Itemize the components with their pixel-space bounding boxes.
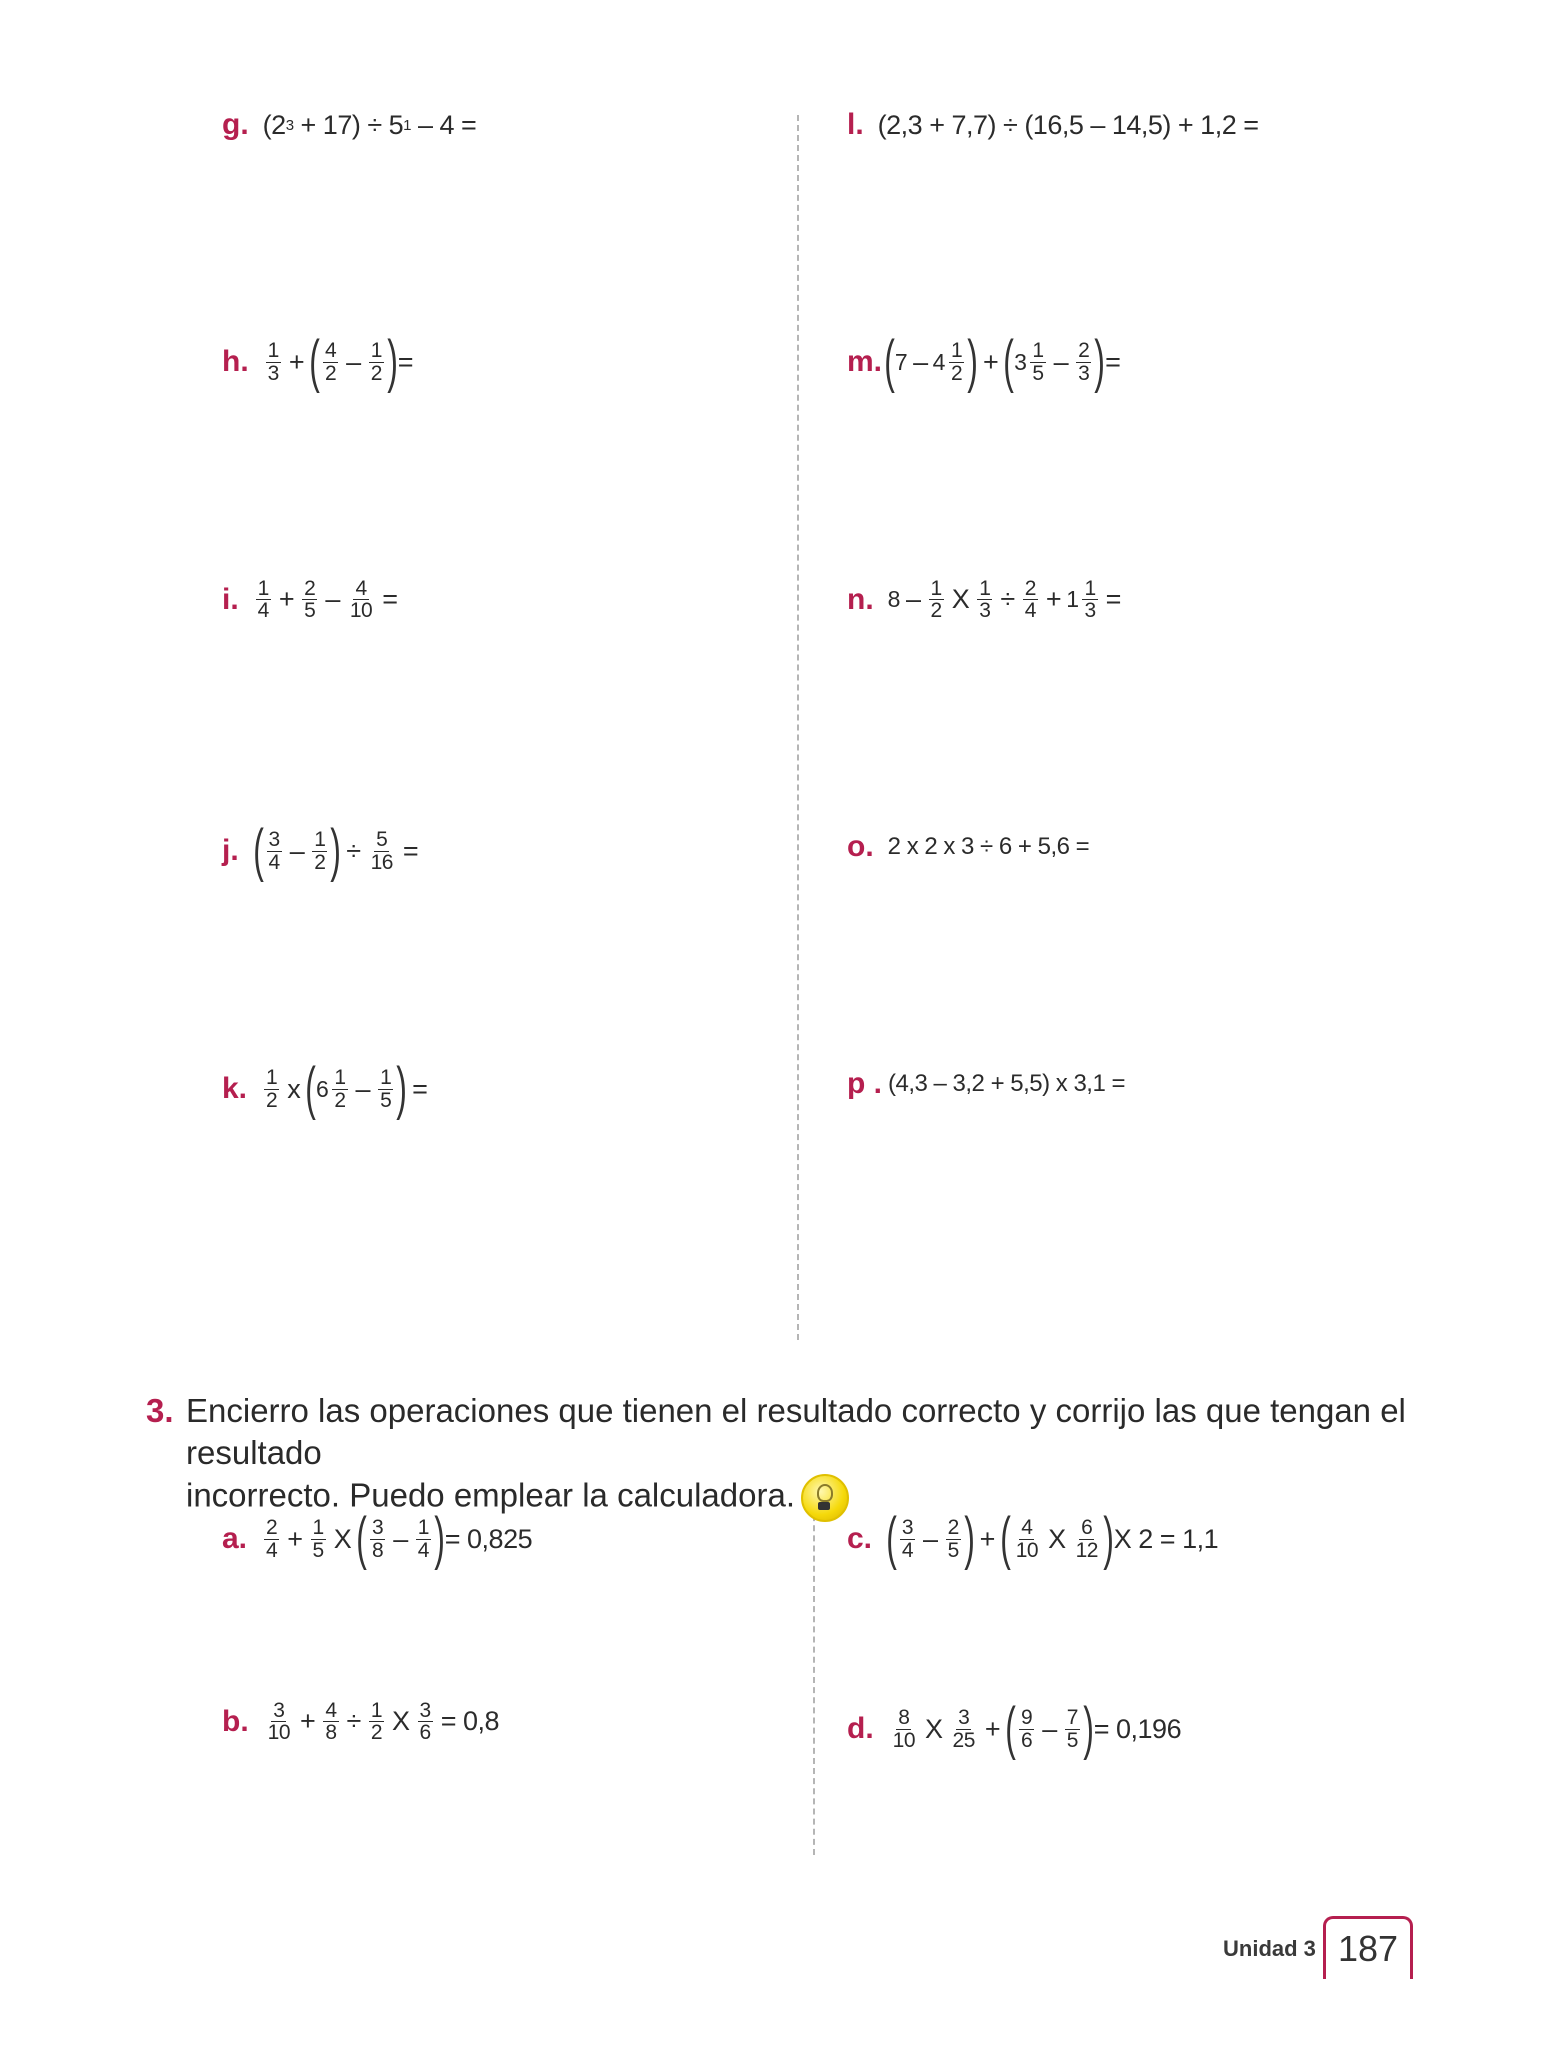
fraction: $\frac{4}{10}$ bbox=[349, 577, 373, 623]
fraction: $\frac{1}{2}$ bbox=[370, 339, 382, 385]
expression: $\frac{3}{10}$ + $\frac{4}{8}$ ÷ $\frac{1}{2}$ X $\frac{3}{6}$ = 0,8 bbox=[267, 1699, 500, 1745]
fraction: $\frac{7}{5}$ bbox=[1066, 1706, 1078, 1752]
exercise-h bbox=[222, 329, 413, 394]
fraction: $\frac{3}{4}$ bbox=[268, 828, 280, 874]
expression: ( $\frac{3}{4}$ – $\frac{2}{5}$ ) + ( $\frac{4}{10}$ X $\frac{6}{12}$ ) X 2 = 1,1 bbox=[886, 1506, 1219, 1571]
fraction: $\frac{4}{10}$ bbox=[1015, 1516, 1039, 1562]
section-3-instruction bbox=[146, 1390, 1426, 1522]
exercise-label: h. bbox=[222, 345, 249, 378]
left-bracket: ( bbox=[356, 1506, 367, 1571]
right-bracket: ) bbox=[1103, 1506, 1114, 1571]
left-bracket: ( bbox=[1003, 329, 1014, 394]
right-bracket: ) bbox=[967, 329, 978, 394]
fraction: $\frac{1}{2}$ bbox=[314, 828, 326, 874]
right-bracket: ) bbox=[964, 1506, 975, 1571]
left-bracket: ( bbox=[1005, 1696, 1016, 1761]
section-number: 3. bbox=[146, 1392, 174, 1429]
fraction: $\frac{1}{3}$ bbox=[1084, 577, 1096, 623]
fraction: $\frac{2}{4}$ bbox=[1024, 577, 1036, 623]
exercise-o bbox=[847, 830, 1089, 864]
exercise-label: n. bbox=[847, 582, 874, 616]
instruction-line-1: Encierro las operaciones que tienen el resultado correcto y corrijo las que tengan el resultado bbox=[186, 1392, 1406, 1471]
exercise-label: d. bbox=[847, 1712, 874, 1745]
expression: 2 x 2 x 3 ÷ 6 + 5,6 = bbox=[887, 833, 1090, 860]
exercise-label: b. bbox=[222, 1704, 249, 1738]
exercise-k bbox=[222, 1056, 432, 1121]
expression: (4,3 – 3,2 + 5,5) x 3,1 = bbox=[888, 1070, 1125, 1097]
left-bracket: ( bbox=[886, 1506, 897, 1571]
exercise-label: m. bbox=[847, 345, 883, 378]
exercise-label: i. bbox=[222, 582, 239, 616]
fraction: $\frac{9}{6}$ bbox=[1021, 1706, 1033, 1752]
column-divider-bottom bbox=[813, 1505, 815, 1855]
exercise-label: j. bbox=[222, 834, 239, 867]
left-bracket: ( bbox=[252, 818, 264, 883]
fraction: $\frac{1}{5}$ bbox=[312, 1516, 324, 1562]
expression: (2 3 + 17) ÷ 5 1 – 4 = bbox=[262, 109, 477, 140]
fraction: $\frac{8}{10}$ bbox=[892, 1706, 916, 1752]
expression: ( $\frac{3}{4}$ – $\frac{1}{2}$ ) ÷ $\frac{5}{16}$ = bbox=[252, 818, 419, 883]
exercise-p bbox=[847, 1067, 1125, 1101]
expression: (2,3 + 7,7) ÷ (16,5 – 14,5) + 1,2 = bbox=[877, 109, 1259, 140]
fraction: $\frac{2}{5}$ bbox=[304, 577, 316, 623]
exercise-3d bbox=[847, 1696, 1182, 1761]
left-bracket: ( bbox=[305, 1056, 316, 1121]
right-bracket: ) bbox=[434, 1506, 445, 1571]
right-bracket: ) bbox=[330, 818, 341, 883]
fraction: $\frac{2}{4}$ bbox=[266, 1516, 278, 1562]
exercise-label: c. bbox=[847, 1522, 873, 1555]
unit-label: Unidad 3 bbox=[1223, 1936, 1316, 1961]
fraction: $\frac{5}{16}$ bbox=[370, 828, 393, 874]
fraction: $\frac{1}{2}$ bbox=[950, 339, 963, 385]
expression: $\frac{8}{10}$ X $\frac{3}{25}$ + ( $\frac{9}{6}$ – $\frac{7}{5}$ ) = 0,196 bbox=[892, 1696, 1182, 1761]
fraction: $\frac{3}{8}$ bbox=[372, 1516, 384, 1562]
fraction: $\frac{3}{6}$ bbox=[419, 1699, 431, 1745]
fraction: $\frac{1}{2}$ bbox=[334, 1066, 346, 1112]
expression: $\frac{1}{2}$ x ( 6 $\frac{1}{2}$ – $\frac{1}{5}$ ) = bbox=[266, 1056, 428, 1121]
fraction: $\frac{2}{5}$ bbox=[947, 1516, 959, 1562]
exercise-label: a. bbox=[222, 1522, 248, 1555]
fraction: $\frac{4}{8}$ bbox=[325, 1699, 337, 1745]
exercise-n bbox=[847, 578, 1126, 622]
fraction: $\frac{2}{3}$ bbox=[1078, 339, 1090, 385]
fraction: $\frac{1}{3}$ bbox=[979, 577, 991, 623]
exercise-label: p . bbox=[847, 1067, 882, 1100]
fraction: $\frac{1}{5}$ bbox=[1032, 339, 1044, 385]
expression: $\frac{1}{3}$ + ( $\frac{4}{2}$ – $\frac{1}{2}$ ) = bbox=[267, 329, 413, 394]
exercise-g bbox=[222, 108, 476, 142]
exercise-label: g. bbox=[222, 108, 249, 141]
fraction: $\frac{1}{3}$ bbox=[267, 339, 279, 385]
fraction: $\frac{6}{12}$ bbox=[1075, 1516, 1098, 1562]
fraction: $\frac{1}{5}$ bbox=[380, 1066, 392, 1112]
fraction: $\frac{3}{25}$ bbox=[952, 1706, 975, 1752]
fraction: $\frac{3}{10}$ bbox=[267, 1699, 291, 1745]
fraction: $\frac{1}{2}$ bbox=[370, 1699, 383, 1745]
fraction: $\frac{1}{2}$ bbox=[930, 577, 942, 623]
expression: $\frac{1}{4}$ + $\frac{2}{5}$ – $\frac{4}{10}$ = bbox=[257, 577, 398, 623]
lightbulb-icon bbox=[801, 1474, 849, 1522]
right-bracket: ) bbox=[396, 1056, 407, 1121]
fraction: $\frac{1}{4}$ bbox=[417, 1516, 429, 1562]
exercise-3c bbox=[847, 1506, 1219, 1571]
expression: 8 – $\frac{1}{2}$ X $\frac{1}{3}$ ÷ $\frac{2}{4}$ + 1 $\frac{1}{3}$ = bbox=[887, 577, 1121, 623]
right-bracket: ) bbox=[1094, 329, 1105, 394]
fraction: $\frac{3}{4}$ bbox=[901, 1516, 914, 1562]
right-bracket: ) bbox=[1083, 1696, 1094, 1761]
exercise-3a bbox=[222, 1506, 533, 1571]
exercise-3b bbox=[222, 1700, 504, 1744]
exercise-label: l. bbox=[847, 108, 864, 141]
exercise-l bbox=[847, 108, 1259, 142]
exercise-label: k. bbox=[222, 1072, 248, 1105]
expression: $\frac{2}{4}$ + $\frac{1}{5}$ X ( $\frac{3}{8}$ – $\frac{1}{4}$ ) = 0,825 bbox=[266, 1506, 533, 1571]
fraction: $\frac{4}{2}$ bbox=[324, 339, 337, 385]
expression: ( 7 – 4 $\frac{1}{2}$ ) + ( 3 $\frac{1}{5}$ – $\frac{2}{3}$ ) = bbox=[884, 329, 1121, 394]
exercise-m bbox=[847, 329, 1121, 394]
fraction: $\frac{1}{4}$ bbox=[257, 577, 269, 623]
left-bracket: ( bbox=[309, 329, 320, 394]
instruction-line-2: incorrecto. Puedo emplear la calculadora. bbox=[186, 1474, 1426, 1522]
exercise-j bbox=[222, 818, 423, 883]
exercise-label: o. bbox=[847, 830, 874, 863]
exercise-i bbox=[222, 578, 403, 622]
page-number: 187 bbox=[1323, 1916, 1413, 1979]
column-divider-top bbox=[797, 115, 799, 1340]
fraction: $\frac{1}{2}$ bbox=[266, 1066, 278, 1112]
left-bracket: ( bbox=[884, 329, 895, 394]
right-bracket: ) bbox=[387, 329, 398, 394]
left-bracket: ( bbox=[1000, 1506, 1011, 1571]
